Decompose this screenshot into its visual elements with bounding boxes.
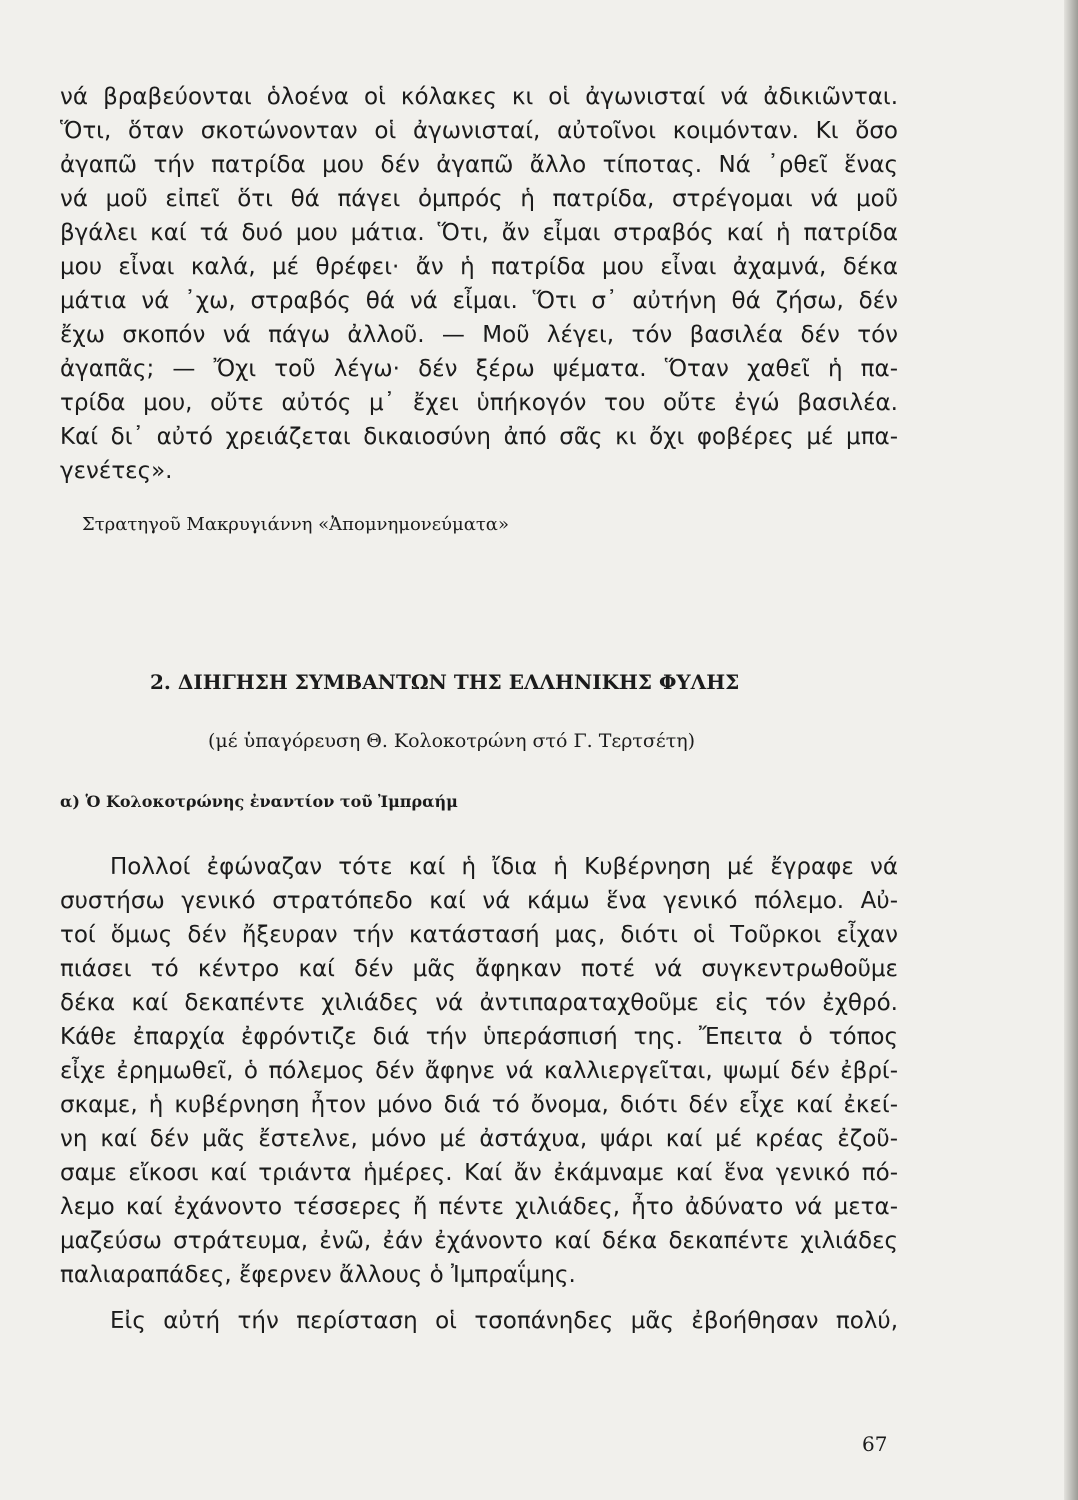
text-line: μαζεύσω στράτευμα, ἐνῶ, ἐάν ἐχάνοντο καί δέκα δεκαπέντε χιλιάδες: [60, 1228, 898, 1254]
text-line: τρίδα μου, οὔτε αὐτός μ᾿ ἔχει ὑπήκογόν του οὔτε ἐγώ βασιλέα.: [60, 390, 898, 416]
text-line: σκαμε, ἡ κυβέρνηση ἦτον μόνο διά τό ὄνομα, διότι δέν εἶχε καί ἐκεί-: [60, 1092, 898, 1118]
text-line: Εἰς αὐτή τήν περίσταση οἱ τσοπάνηδες μᾶς ἐβοήθησαν πολύ,: [110, 1308, 898, 1334]
text-line: Ὅτι, ὅταν σκοτώνονταν οἱ ἀγωνισταί, αὐτοῖνοι κοιμόνταν. Κι ὅσο: [60, 118, 898, 144]
text-line: παλιαραπάδες, ἔφερνεν ἄλλους ὁ Ἰμπραΐμης.: [60, 1262, 576, 1288]
text-line: τοί ὅμως δέν ἤξευραν τήν κατάστασή μας, διότι οἱ Τοῦρκοι εἶχαν: [60, 922, 898, 948]
text-line: Καί δι᾿ αὐτό χρειάζεται δικαιοσύνη ἀπό σᾶς κι ὄχι φοβέρες μέ μπα-: [60, 424, 898, 450]
text-line: Πολλοί ἐφώναζαν τότε καί ἡ ἴδια ἡ Κυβέρνηση μέ ἔγραφε νά: [110, 854, 898, 880]
text-line: Κάθε ἐπαρχία ἐφρόντιζε διά τήν ὑπεράσπισή της. Ἔπειτα ὁ τόπος: [60, 1024, 898, 1050]
text-line: βγάλει καί τά δυό μου μάτια. Ὅτι, ἄν εἶμαι στραβός καί ἡ πατρίδα: [60, 220, 898, 246]
text-line: δέκα καί δεκαπέντε χιλιάδες νά ἀντιπαραταχθοῦμε εἰς τόν ἐχθρό.: [60, 990, 898, 1016]
chapter-subheading: (μέ ὑπαγόρευση Θ. Κολοκοτρώνη στό Γ. Τερτσέτη): [208, 730, 696, 752]
text-line: μάτια νά ᾿χω, στραβός θά νά εἶμαι. Ὅτι σ᾿ αὐτήνη θά ζήσω, δέν: [60, 288, 898, 314]
page-number: 67: [862, 1432, 888, 1456]
text-line: μου εἶναι καλά, μέ θρέφει· ἄν ἡ πατρίδα μου εἶναι ἀχαμνά, δέκα: [60, 254, 898, 280]
text-line: λεμο καί ἐχάνοντο τέσσερες ἤ πέντε χιλιάδες, ἦτο ἀδύνατο νά μετα-: [60, 1194, 898, 1220]
text-line: ἔχω σκοπόν νά πάγω ἀλλοῦ. — Μοῦ λέγει, τόν βασιλέα δέν τόν: [60, 322, 898, 348]
text-line: ἀγαπῶ τήν πατρίδα μου δέν ἀγαπῶ ἄλλο τίποτας. Νά ᾿ρθεῖ ἕνας: [60, 152, 898, 178]
chapter-heading: 2. ΔΙΗΓΗΣΗ ΣΥΜΒΑΝΤΩΝ ΤΗΣ ΕΛΛΗΝΙΚΗΣ ΦΥΛΗΣ: [150, 670, 740, 694]
text-line: πιάσει τό κέντρο καί δέν μᾶς ἄφηκαν ποτέ νά συγκεντρωθοῦμε: [60, 956, 898, 982]
page-edge-shadow: [1064, 0, 1078, 1500]
text-line: νη καί δέν μᾶς ἔστελνε, μόνο μέ ἀστάχυα, ψάρι καί μέ κρέας ἐζοῦ-: [60, 1126, 898, 1152]
text-line: νά βραβεύονται ὁλοένα οἱ κόλακες κι οἱ ἀγωνισταί νά ἀδικιῶνται.: [60, 84, 898, 110]
text-line: ἀγαπᾶς; — Ὄχι τοῦ λέγω· δέν ξέρω ψέματα. Ὅταν χαθεῖ ἡ πα-: [60, 356, 898, 382]
text-line: νά μοῦ εἰπεῖ ὅτι θά πάγει ὀμπρός ἡ πατρίδα, στρέγομαι νά μοῦ: [60, 186, 898, 212]
text-line: γενέτες».: [60, 458, 173, 484]
text-line: εἶχε ἐρημωθεῖ, ὁ πόλεμος δέν ἄφηνε νά καλλιεργεῖται, ψωμί δέν ἐβρί-: [60, 1058, 898, 1084]
section-title: α) Ὁ Κολοκοτρώνης ἐναντίον τοῦ Ἰμπραήμ: [60, 792, 458, 811]
text-line: συστήσω γενικό στρατόπεδο καί νά κάμω ἕνα γενικό πόλεμο. Αὐ-: [60, 888, 898, 914]
quote-source: Στρατηγοῦ Μακρυγιάννη «Ἀπομνημονεύματα»: [82, 514, 509, 535]
text-line: σαμε εἴκοσι καί τριάντα ἡμέρες. Καί ἄν ἐκάμναμε καί ἕνα γενικό πό-: [60, 1160, 898, 1186]
